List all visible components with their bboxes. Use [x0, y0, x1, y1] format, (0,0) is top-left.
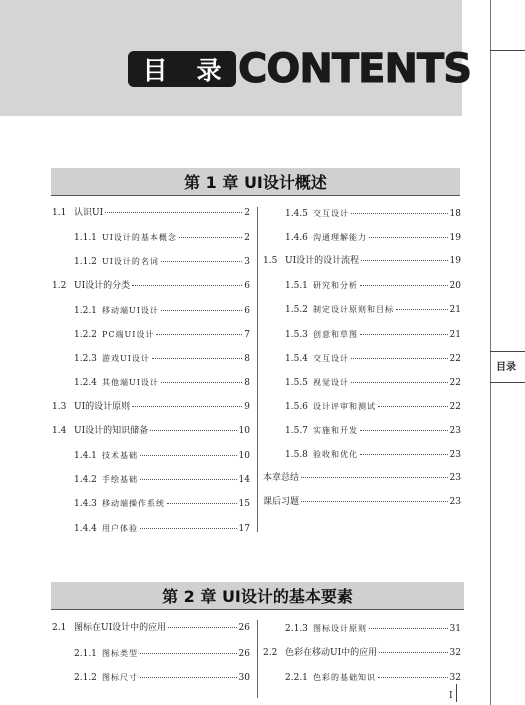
- toc-entry-title: 课后习题: [263, 497, 300, 508]
- toc-leader-dots: [351, 213, 448, 214]
- contents-title: [128, 46, 472, 92]
- toc-entry-page: 20: [449, 281, 461, 292]
- toc-entry[interactable]: [285, 280, 461, 292]
- toc-entry[interactable]: [285, 672, 461, 684]
- toc-entry-page: 9: [244, 401, 250, 412]
- toc-leader-dots: [379, 652, 447, 653]
- toc-entry[interactable]: [74, 498, 250, 510]
- toc-entry[interactable]: [263, 473, 461, 484]
- toc-entry-title: 本章总结: [263, 473, 300, 484]
- toc-entry-number: 1.2: [52, 280, 67, 291]
- toc-leader-dots: [360, 334, 448, 335]
- toc-entry[interactable]: [285, 232, 461, 244]
- toc-entry-title: 技术基础: [102, 451, 138, 460]
- toc-entry[interactable]: [285, 353, 461, 365]
- toc-entry-page: 6: [244, 280, 250, 291]
- toc-entry-title: 图标设计原则: [313, 624, 367, 633]
- title-char-1: 目: [142, 56, 168, 85]
- toc-leader-dots: [167, 503, 237, 504]
- toc-entry-title: UI设计的基本概念: [102, 233, 177, 243]
- toc-entry-title: 视觉设计: [313, 377, 349, 387]
- toc-entry-number: 1.5.2: [285, 305, 308, 316]
- toc-entry-page: 32: [449, 673, 461, 683]
- toc-entry-page: 2: [244, 233, 250, 244]
- page-number: I: [449, 691, 453, 701]
- toc-entry[interactable]: [74, 450, 250, 462]
- toc-entry-page: 19: [449, 233, 461, 244]
- toc-entry-title: 色彩的基础知识: [313, 673, 376, 682]
- chapter-1-title: 第 1 章 UI设计概述: [51, 168, 460, 196]
- toc-entry-number: 1.3: [52, 401, 67, 412]
- toc-entry-number: 1.1.2: [74, 257, 97, 268]
- toc-entry-title: UI设计的知识储备: [74, 425, 149, 436]
- toc-entry-title: UI设计的名词: [102, 257, 159, 267]
- toc-entry-number: 1.1: [52, 208, 67, 218]
- toc-entry-title: 游戏UI设计: [102, 354, 150, 364]
- side-tab-label: 目录: [496, 362, 516, 373]
- toc-entry-page: 22: [449, 401, 461, 412]
- toc-entry-page: 22: [449, 353, 461, 364]
- toc-entry-page: 10: [238, 451, 250, 461]
- side-top-rule: [490, 50, 525, 51]
- toc-entry-page: 17: [238, 523, 250, 534]
- toc-leader-dots: [156, 334, 242, 335]
- toc-entry-title: 图标类型: [102, 648, 138, 658]
- toc-entry-title: 交互设计: [313, 353, 349, 363]
- toc-entry[interactable]: [52, 623, 250, 634]
- toc-entry-title: UI的设计原则: [74, 401, 131, 412]
- toc-leader-dots: [360, 285, 448, 286]
- toc-entry[interactable]: [285, 401, 461, 413]
- toc-leader-dots: [369, 628, 448, 629]
- toc-entry-page: 7: [244, 330, 250, 340]
- toc-leader-dots: [140, 677, 237, 678]
- toc-entry-page: 21: [449, 329, 461, 340]
- toc-entry[interactable]: [74, 648, 250, 660]
- toc-leader-dots: [140, 653, 237, 654]
- toc-entry-number: 1.5: [263, 256, 278, 267]
- toc-entry-page: 19: [449, 256, 461, 267]
- toc-entry-page: 23: [449, 473, 461, 484]
- toc-entry-number: 1.4.6: [285, 233, 308, 244]
- toc-entry-title: 色彩在移动UI中的应用: [285, 647, 378, 658]
- toc-entry[interactable]: [285, 304, 461, 316]
- toc-entry-number: 1.4.1: [74, 451, 97, 461]
- toc-entry-title: PC端UI设计: [102, 330, 155, 339]
- toc-entry[interactable]: [52, 402, 250, 413]
- toc-entry-title: 创意和草图: [313, 329, 358, 339]
- toc-entry-number: 1.2.4: [74, 378, 97, 389]
- title-char-2: 录: [196, 56, 222, 85]
- toc-entry-title: 交互设计: [313, 209, 349, 218]
- toc-entry[interactable]: [74, 232, 250, 244]
- toc-leader-dots: [179, 237, 242, 238]
- toc-entry-page: 18: [449, 209, 461, 219]
- toc-entry-title: 移动端UI设计: [102, 305, 159, 315]
- toc-entry-number: 1.5.8: [285, 450, 308, 460]
- toc-entry[interactable]: [52, 208, 250, 219]
- toc-entry-title: 用户体验: [102, 523, 138, 533]
- toc-leader-dots: [140, 479, 237, 480]
- toc-leader-dots: [396, 309, 448, 310]
- toc-entry-title: 制定设计原则和目标: [313, 305, 394, 315]
- chapter-2-title: 第 2 章 UI设计的基本要素: [51, 582, 464, 610]
- toc-entry[interactable]: [285, 377, 461, 389]
- toc-leader-dots: [301, 477, 448, 478]
- toc-entry-title: 移动端操作系统: [102, 499, 165, 509]
- toc-leader-dots: [140, 528, 237, 529]
- toc-entry-number: 1.2.2: [74, 330, 97, 340]
- toc-entry[interactable]: [285, 425, 461, 437]
- toc-entry-page: 23: [449, 497, 461, 508]
- toc-entry-number: 1.1.1: [74, 233, 97, 244]
- toc-entry-page: 23: [449, 425, 461, 436]
- toc-entry[interactable]: [74, 377, 250, 389]
- toc-entry[interactable]: [74, 256, 250, 268]
- toc-leader-dots: [369, 237, 448, 238]
- toc-entry-number: 1.4.2: [74, 475, 97, 486]
- toc-entry-number: 1.4.5: [285, 209, 308, 219]
- toc-entry-number: 1.5.3: [285, 329, 308, 340]
- toc-entry-page: 26: [238, 648, 250, 659]
- toc-entry[interactable]: [52, 426, 250, 437]
- toc-entry-number: 1.4.3: [74, 499, 97, 510]
- toc-leader-dots: [161, 261, 242, 262]
- toc-leader-dots: [378, 677, 448, 678]
- toc-leader-dots: [105, 212, 242, 213]
- toc-entry-page: 6: [244, 305, 250, 316]
- toc-leader-dots: [360, 430, 448, 431]
- toc-entry-page: 15: [238, 499, 250, 510]
- toc-entry-title: 图标在UI设计中的应用: [74, 623, 167, 633]
- toc-leader-dots: [378, 406, 448, 407]
- toc-entry-page: 30: [238, 673, 250, 683]
- toc-leader-dots: [140, 455, 237, 456]
- toc-entry-page: 21: [449, 305, 461, 316]
- toc-entry-title: 图标尺寸: [102, 673, 138, 682]
- toc-entry[interactable]: [263, 648, 461, 659]
- toc-entry-number: 2.1.2: [74, 673, 97, 683]
- toc-entry-page: 23: [449, 450, 461, 460]
- toc-entry-number: 2.2.1: [285, 673, 308, 683]
- toc-entry-number: 1.2.3: [74, 354, 97, 365]
- toc-leader-dots: [161, 310, 242, 311]
- toc-entry-title: 设计评审和测试: [313, 401, 376, 411]
- toc-leader-dots: [351, 358, 448, 359]
- toc-entry[interactable]: [285, 623, 461, 635]
- toc-entry[interactable]: [285, 449, 461, 461]
- mulu-title-box: [128, 51, 236, 87]
- toc-entry-title: 沟通理解能力: [313, 233, 367, 243]
- toc-entry-number: 1.4.4: [74, 523, 97, 534]
- toc-entry-title: 手绘基础: [102, 475, 138, 485]
- toc-entry-page: 32: [449, 647, 461, 658]
- toc-entry-title: 验收和优化: [313, 450, 358, 459]
- toc-leader-dots: [161, 382, 242, 383]
- toc-leader-dots: [168, 627, 236, 628]
- toc-leader-dots: [132, 285, 242, 286]
- toc-entry-title: 实施和开发: [313, 425, 358, 435]
- toc-leader-dots: [132, 406, 242, 407]
- toc-entry[interactable]: [74, 672, 250, 684]
- toc-entry-number: 2.1.3: [285, 624, 308, 634]
- toc-entry-number: 1.5.1: [285, 281, 308, 292]
- toc-entry[interactable]: [74, 329, 250, 341]
- toc-entry-number: 2.1.1: [74, 648, 97, 659]
- toc-entry-page: 26: [238, 623, 250, 633]
- chapter-2-column-divider: [257, 620, 258, 698]
- toc-entry-title: 研究和分析: [313, 281, 358, 291]
- toc-entry[interactable]: [74, 474, 250, 486]
- toc-entry-number: 1.5.5: [285, 377, 308, 388]
- toc-entry-title: 认识UI: [74, 208, 104, 218]
- page-number-rule: [456, 684, 457, 702]
- toc-entry-number: 1.5.6: [285, 401, 308, 412]
- toc-entry[interactable]: [285, 208, 461, 220]
- toc-entry-page: 31: [449, 624, 461, 634]
- toc-entry-number: 2.1: [52, 623, 67, 633]
- toc-entry-number: 1.2.1: [74, 305, 97, 316]
- toc-leader-dots: [301, 501, 448, 502]
- toc-entry[interactable]: [285, 329, 461, 341]
- toc-entry[interactable]: [263, 256, 461, 267]
- toc-entry[interactable]: [263, 497, 461, 508]
- toc-leader-dots: [150, 430, 236, 431]
- toc-entry[interactable]: [74, 305, 250, 317]
- toc-leader-dots: [360, 454, 448, 455]
- chapter-1-column-divider: [257, 207, 258, 532]
- toc-entry-page: 3: [244, 257, 250, 268]
- toc-entry-page: 2: [244, 208, 250, 218]
- toc-entry-number: 1.5.7: [285, 425, 308, 436]
- toc-entry-title: UI设计的设计流程: [285, 256, 360, 267]
- toc-entry-page: 8: [244, 354, 250, 365]
- toc-entry-page: 22: [449, 377, 461, 388]
- toc-entry-number: 1.4: [52, 425, 67, 436]
- toc-leader-dots: [361, 260, 447, 261]
- toc-entry[interactable]: [74, 523, 250, 535]
- toc-leader-dots: [152, 358, 242, 359]
- toc-entry[interactable]: [74, 353, 250, 365]
- contents-word: CONTENTS: [238, 46, 472, 92]
- toc-entry-page: 8: [244, 378, 250, 389]
- toc-entry-number: 1.5.4: [285, 353, 308, 364]
- toc-entry-number: 2.2: [263, 647, 278, 658]
- toc-entry-page: 14: [238, 475, 250, 486]
- toc-entry-title: 其他端UI设计: [102, 378, 159, 388]
- toc-entry[interactable]: [52, 281, 250, 292]
- toc-entry-title: UI设计的分类: [74, 280, 131, 291]
- toc-leader-dots: [351, 382, 448, 383]
- toc-entry-page: 10: [238, 425, 250, 436]
